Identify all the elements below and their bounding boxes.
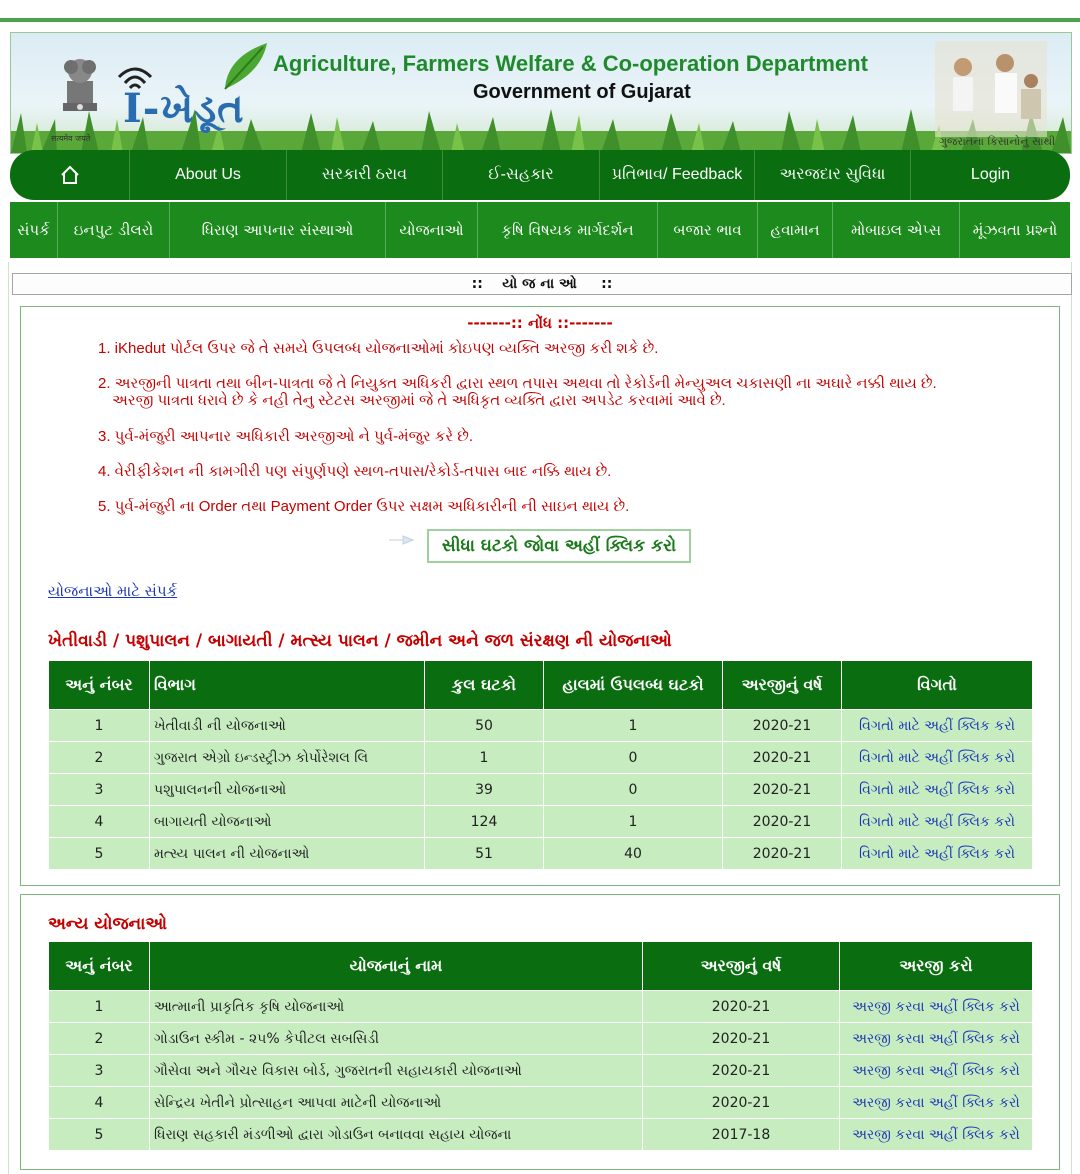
cell-serial: 4 xyxy=(49,1087,150,1119)
nav-bajar-bhav[interactable]: બજાર ભાવ xyxy=(658,202,758,258)
other-schemes-table xyxy=(48,941,1033,1151)
note-item-3: 3. પુર્વ-મંજુરી આપનાર અધિકારી અરજીઓ ને પુર્વ-મંજુર કરે છે. xyxy=(98,428,474,445)
nav-havaman[interactable]: હવામાન xyxy=(758,202,833,258)
cell-scheme-name: ગોડાઉન સ્કીમ - ૨૫% કેપીટલ સબસિડી xyxy=(150,1023,643,1055)
details-link[interactable]: વિગતો માટે અહીં ક્લિક કરો xyxy=(859,781,1015,798)
apply-link[interactable]: અરજી કરવા અહીં ક્લિક કરો xyxy=(852,998,1020,1015)
cell-department: ખેતીવાડી ની યોજનાઓ xyxy=(150,710,425,742)
nav-yojnao[interactable]: યોજનાઓ xyxy=(386,202,478,258)
note-item-1: 1. iKhedut પોર્ટલ ઉપર જે તે સમયે ઉપલબ્ધ યોજનાઓમાં કોઇપણ વ્યક્તિ અરજી કરી શકે છે. xyxy=(98,340,659,357)
home-icon xyxy=(59,164,81,186)
col-total-components: કુલ ઘટકો xyxy=(425,661,544,710)
cell-year: 2017-18 xyxy=(643,1119,840,1151)
tagline: ગુજરાતના કિસાનોનું સાથી xyxy=(939,135,1056,148)
cell-serial: 4 xyxy=(49,806,150,838)
emblem-caption: सत्यमेव जयते xyxy=(51,134,91,143)
col-serial: અનું નંબર xyxy=(49,942,150,991)
col-apply: અરજી કરો xyxy=(840,942,1033,991)
nav-feedback[interactable]: પ્રતિભાવ/ Feedback xyxy=(600,150,755,200)
nav-about-us[interactable]: About Us xyxy=(130,150,287,200)
apply-link[interactable]: અરજી કરવા અહીં ક્લિક કરો xyxy=(852,1062,1020,1079)
cell-year: 2020-21 xyxy=(723,806,842,838)
cell-scheme-name: સેન્દ્રિય ખેતીને પ્રોત્સાહન આપવા માટેની યોજનાઓ xyxy=(150,1087,643,1119)
table-row xyxy=(49,1087,1033,1119)
col-details: વિગતો xyxy=(842,661,1033,710)
cell-scheme-name: આત્માની પ્રાકૃતિક કૃષિ યોજનાઓ xyxy=(150,991,643,1023)
nav-sarkari-tharav[interactable]: સરકારી ઠરાવ xyxy=(287,150,443,200)
cell-serial: 5 xyxy=(49,838,150,870)
cell-department: પશુપાલનની યોજનાઓ xyxy=(150,774,425,806)
cell-available: 1 xyxy=(544,806,723,838)
col-available-components: હાલમાં ઉપલબ્ધ ઘટકો xyxy=(544,661,723,710)
cell-scheme-name: ધિરાણ સહકારી મંડળીઓ દ્વારા ગોડાઉન બનાવવા સહાય યોજના xyxy=(150,1119,643,1151)
table-row xyxy=(49,742,1033,774)
table-row xyxy=(49,710,1033,742)
cell-department: ગુજરાત એગ્રો ઇન્ડસ્ટ્રીઝ કોર્પોરેશલ લિ xyxy=(150,742,425,774)
farmers-illustration xyxy=(935,41,1047,137)
cell-serial: 1 xyxy=(49,991,150,1023)
state-emblem-icon xyxy=(57,51,103,129)
note-item-2-continued: અરજી પાત્રતા ધરાવે છે કે નહી તેનુ સ્ટેટસ અરજીમાં જે તે અધિકૃત વ્યક્તિ દ્વારા અપડેટ કરવામાં આવે છે. xyxy=(112,392,726,409)
cell-department: મત્સ્ય પાલન ની યોજનાઓ xyxy=(150,838,425,870)
table-row xyxy=(49,1055,1033,1087)
col-scheme-name: યોજનાનું નામ xyxy=(150,942,643,991)
nav-e-sahkar[interactable]: ઈ-સહકાર xyxy=(443,150,600,200)
table-row xyxy=(49,1023,1033,1055)
ikhedut-logo[interactable]: I-ખેડૂત xyxy=(123,85,245,132)
cell-total: 50 xyxy=(425,710,544,742)
cell-year: 2020-21 xyxy=(723,710,842,742)
nav-input-dealers[interactable]: ઇનપુટ ડીલરો xyxy=(58,202,170,258)
details-link[interactable]: વિગતો માટે અહીં ક્લિક કરો xyxy=(859,845,1015,862)
cell-available: 40 xyxy=(544,838,723,870)
leaf-icon xyxy=(217,39,277,93)
schemes-table xyxy=(48,660,1033,870)
col-department: વિભાગ xyxy=(150,661,425,710)
cell-year: 2020-21 xyxy=(643,991,840,1023)
section-heading: :: યો જ ના ઓ :: xyxy=(12,273,1072,295)
cell-serial: 1 xyxy=(49,710,150,742)
cell-serial: 3 xyxy=(49,774,150,806)
cell-total: 51 xyxy=(425,838,544,870)
cell-serial: 2 xyxy=(49,742,150,774)
table-row xyxy=(49,774,1033,806)
note-item-2: 2. અરજીની પાત્રતા તથા બીન-પાત્રતા જે તે નિયુક્ત અધિકરી દ્વારા સ્થળ તપાસ અથવા તો રેકોર્ડની મેન્યુઅલ ચકાસણી ના અઘારે નક્કી થાય છે. xyxy=(98,375,937,392)
view-components-button[interactable]: સીધા ઘટકો જોવા અહીં ક્લિક કરો xyxy=(427,529,691,563)
pointing-hand-icon xyxy=(387,532,415,548)
top-accent-line xyxy=(0,18,1080,22)
note-item-4: 4. વેરીફીકેશન ની કામગીરી પણ સંપુર્ણપણે સ્થળ-તપાસ/રેકોર્ડ-તપાસ બાદ નક્કિ થાય છે. xyxy=(98,463,612,480)
nav-login[interactable]: Login xyxy=(970,166,1011,183)
nav-arjdar-suvidha[interactable]: અરજદાર સુવિધા xyxy=(755,150,911,200)
apply-link[interactable]: અરજી કરવા અહીં ક્લિક કરો xyxy=(852,1094,1020,1111)
cell-year: 2020-21 xyxy=(723,838,842,870)
col-serial: અનું નંબર xyxy=(49,661,150,710)
cell-year: 2020-21 xyxy=(643,1055,840,1087)
col-year: અરજીનું વર્ષ xyxy=(723,661,842,710)
details-link[interactable]: વિગતો માટે અહીં ક્લિક કરો xyxy=(859,717,1015,734)
primary-nav xyxy=(10,150,1070,200)
col-year: અરજીનું વર્ષ xyxy=(643,942,840,991)
apply-link[interactable]: અરજી કરવા અહીં ક્લિક કરો xyxy=(852,1030,1020,1047)
cell-total: 124 xyxy=(425,806,544,838)
top-bar xyxy=(0,0,1080,18)
cell-serial: 2 xyxy=(49,1023,150,1055)
cell-year: 2020-21 xyxy=(723,742,842,774)
cell-total: 1 xyxy=(425,742,544,774)
details-link[interactable]: વિગતો માટે અહીં ક્લિક કરો xyxy=(859,749,1015,766)
cell-total: 39 xyxy=(425,774,544,806)
table-row xyxy=(49,838,1033,870)
secondary-nav xyxy=(10,202,1070,258)
nav-dhiran-sansthao[interactable]: ધિરાણ આપનાર સંસ્થાઓ xyxy=(170,202,386,258)
department-title: Agriculture, Farmers Welfare & Co-operation Department xyxy=(273,51,868,76)
nav-faq[interactable]: મૂંઝવતા પ્રશ્નો xyxy=(972,221,1058,239)
scheme-contact-link[interactable]: યોજનાઓ માટે સંપર્ક xyxy=(48,582,178,600)
apply-link[interactable]: અરજી કરવા અહીં ક્લિક કરો xyxy=(852,1126,1020,1143)
cell-available: 0 xyxy=(544,774,723,806)
cell-year: 2020-21 xyxy=(643,1087,840,1119)
table-row xyxy=(49,1119,1033,1151)
details-link[interactable]: વિગતો માટે અહીં ક્લિક કરો xyxy=(859,813,1015,830)
site-header xyxy=(10,32,1072,154)
nav-krushi-margdarshan[interactable]: કૃષિ વિષયક માર્ગદર્શન xyxy=(478,202,658,258)
cell-department: બાગાયતી યોજનાઓ xyxy=(150,806,425,838)
cell-available: 1 xyxy=(544,710,723,742)
cell-year: 2020-21 xyxy=(643,1023,840,1055)
table-row xyxy=(49,991,1033,1023)
table-row xyxy=(49,806,1033,838)
category-title: ખેતીવાડી / પશુપાલન / બાગાયતી / મત્સ્ય પાલન / જમીન અને જળ સંરક્ષણ ની યોજનાઓ xyxy=(48,631,672,651)
note-title: -------:: નોંધ ::------- xyxy=(467,314,613,332)
cell-available: 0 xyxy=(544,742,723,774)
cell-year: 2020-21 xyxy=(723,774,842,806)
government-title: Government of Gujarat xyxy=(473,81,691,103)
cell-scheme-name: ગૌસેવા અને ગૌચર વિકાસ બોર્ડ, ગુજરાતની સહાયકારી યોજનાઓ xyxy=(150,1055,643,1087)
nav-sampark[interactable]: સંપર્ક xyxy=(10,202,58,258)
nav-home[interactable] xyxy=(10,150,130,200)
nav-mobile-apps[interactable]: મોબાઇલ એપ્સ xyxy=(833,202,960,258)
cell-serial: 3 xyxy=(49,1055,150,1087)
other-schemes-title: અન્ય યોજનાઓ xyxy=(48,914,168,934)
note-item-5: 5. પુર્વ-મંજુરી ના Order તથા Payment Order ઉપર સક્ષમ અધિકારીની ની સાઇન થાય છે. xyxy=(98,498,630,515)
cell-serial: 5 xyxy=(49,1119,150,1151)
